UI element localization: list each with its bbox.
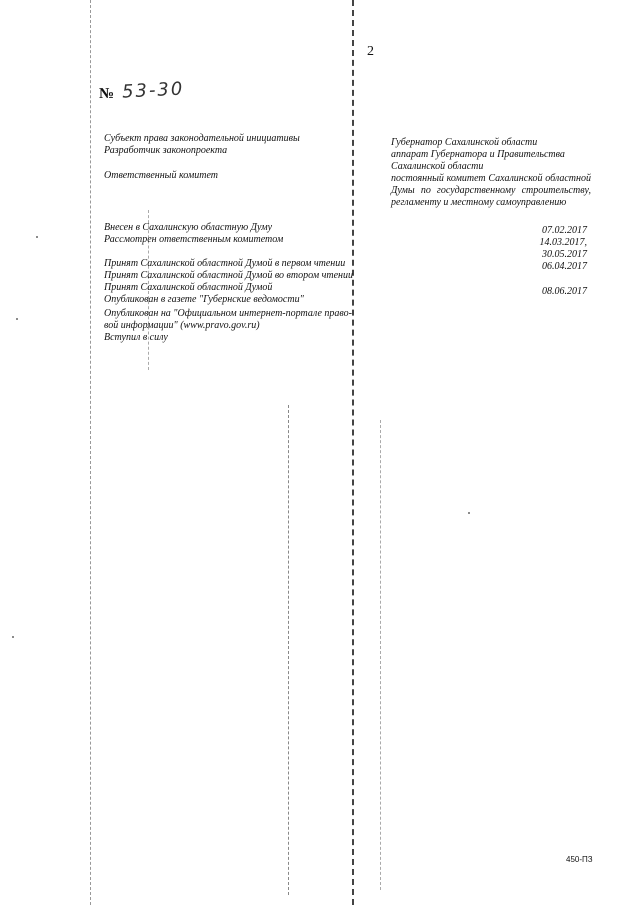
date-reviewed-second: 30.05.2017 — [542, 249, 587, 260]
page-number: 2 — [367, 44, 374, 59]
date-submitted: 07.02.2017 — [542, 225, 587, 236]
scan-line-right — [380, 420, 381, 890]
label-reviewed: Рассмотрен ответственным комитетом — [104, 234, 284, 245]
label-developer: Разработчик законопроекта — [104, 145, 228, 156]
value-developer-cont: Сахалинской области — [391, 161, 484, 172]
value-committee: постоянный комитет Сахалинской областной Думы по государственному строительству, регламенту и местному самоуправлению — [391, 173, 591, 208]
scan-line-center — [352, 0, 354, 905]
scan-speck — [468, 512, 470, 514]
label-subject: Субъект права законодательной инициативы — [104, 133, 300, 144]
label-published-portal: Опубликован на "Официальном интернет-портале право- — [104, 308, 352, 319]
document-number-handwritten: 53-30 — [121, 78, 185, 103]
label-first-reading: Принят Сахалинской областной Думой в первом чтении — [104, 258, 346, 269]
label-committee: Ответственный комитет — [104, 170, 218, 181]
document-code: 450-ПЗ — [566, 855, 593, 864]
scan-line-left — [90, 0, 91, 905]
scan-line-mid — [288, 405, 289, 895]
label-adopted: Принят Сахалинской областной Думой — [104, 282, 273, 293]
date-first-reading: 06.04.2017 — [542, 261, 587, 272]
scan-speck — [36, 236, 38, 238]
label-second-reading: Принят Сахалинской областной Думой во втором чтении — [104, 270, 354, 281]
value-developer: аппарат Губернатора и Правительства — [391, 149, 565, 160]
scan-speck — [12, 636, 14, 638]
scan-speck — [16, 318, 18, 320]
date-published-newspaper: 08.06.2017 — [542, 286, 587, 297]
document-number-label: № — [99, 86, 115, 102]
value-subject: Губернатор Сахалинской области — [391, 137, 538, 148]
label-published-portal-cont: вой информации" (www.pravo.gov.ru) — [104, 320, 260, 331]
label-in-force: Вступил в силу — [104, 332, 168, 343]
label-published-newspaper: Опубликован в газете "Губернские ведомости" — [104, 294, 304, 305]
date-reviewed: 14.03.2017, — [539, 237, 587, 248]
label-submitted: Внесен в Сахалинскую областную Думу — [104, 222, 273, 233]
